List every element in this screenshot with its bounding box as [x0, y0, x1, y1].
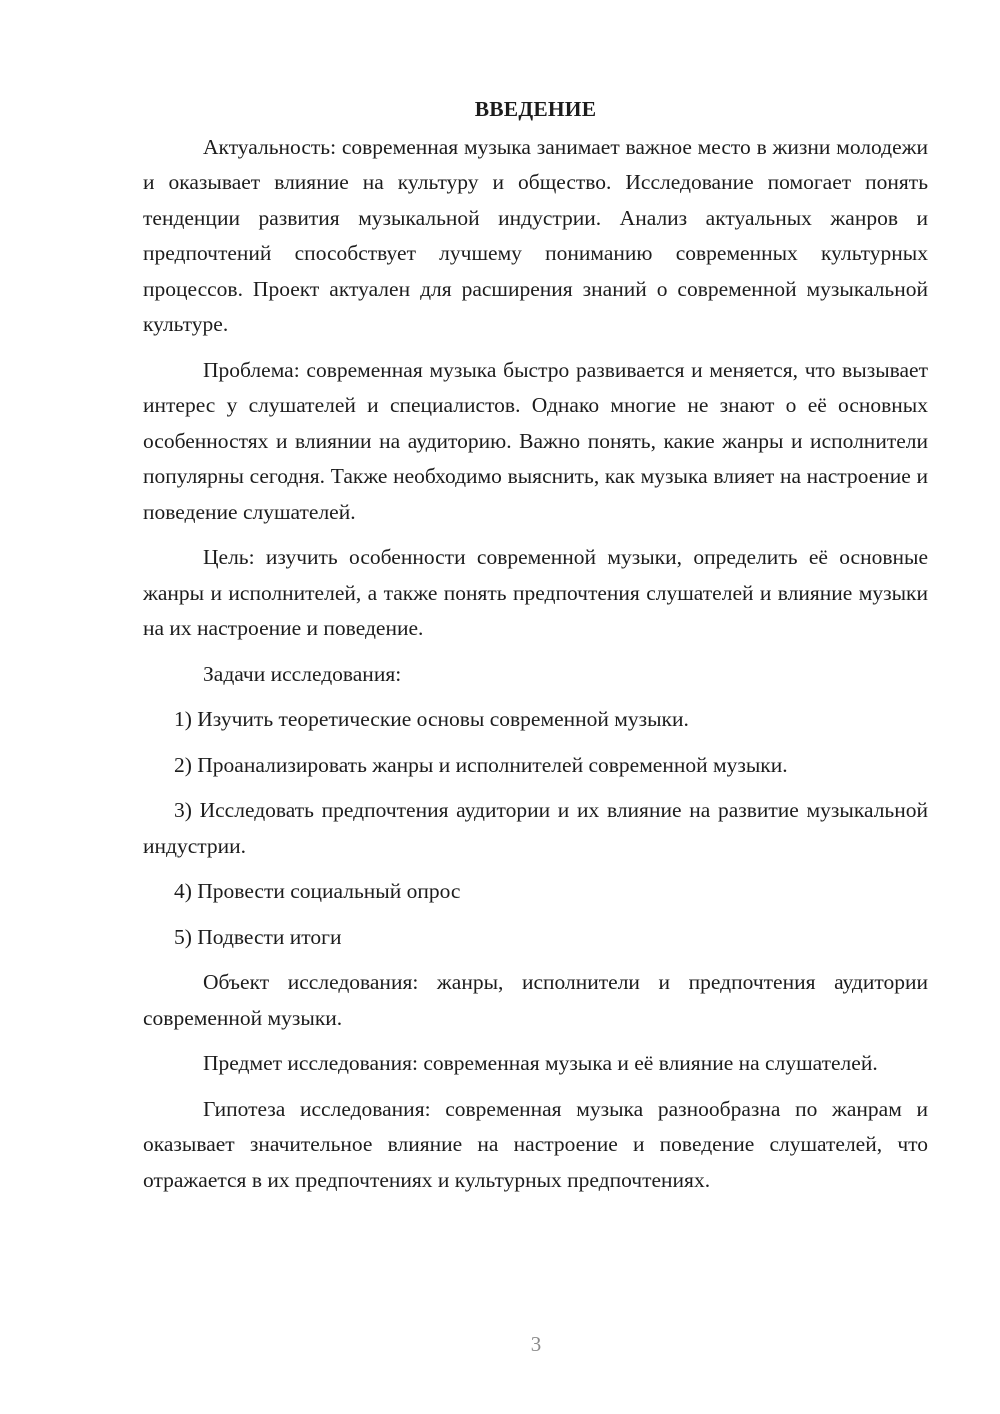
problem-paragraph: Проблема: современная музыка быстро развивается и меняется, что вызывает интерес у слушателей и специалистов. Однако многие не знают о её основных особенностях и влиянии на аудиторию. Важно понять, какие жанры и исполнители популярны сегодня. Также необходимо выяснить, как музыка влияет на настроение и поведение слушателей. — [143, 357, 928, 524]
task-item-2: 2) Проанализировать жанры и исполнителей современной музыки. — [174, 752, 788, 777]
relevance-paragraph: Актуальность: современная музыка занимает важное место в жизни молодежи и оказывает влияние на культуру и общество. Исследование помогает понять тенденции развития музыкальной индустрии. Анализ актуальных жанров и предпочтений способствует лучшему пониманию современных культурных процессов. Проект актуален для расширения знаний о современной музыкальной культуре. — [143, 134, 928, 336]
task-item-5: 5) Подвести итоги — [174, 924, 342, 949]
object-paragraph: Объект исследования: жанры, исполнители и предпочтения аудитории современной музыки. — [143, 970, 928, 1030]
page-number: 3 — [530, 1332, 542, 1356]
subject-paragraph: Предмет исследования: современная музыка и её влияние на слушателей. — [203, 1051, 878, 1075]
tasks-heading: Задачи исследования: — [203, 661, 402, 686]
hypothesis-paragraph: Гипотеза исследования: современная музыка разнообразна по жанрам и оказывает значительное влияние на настроение и поведение слушателей, что отражается в их предпочтениях и культурных предпочтениях. — [143, 1096, 928, 1192]
section-heading: ВВЕДЕНИЕ — [474, 97, 597, 121]
task-item-3: 3) Исследовать предпочтения аудитории и их влияние на развитие музыкальной индустрии. — [143, 798, 928, 858]
page-content — [143, 92, 928, 1208]
task-item-4: 4) Провести социальный опрос — [174, 879, 461, 903]
task-item-1: 1) Изучить теоретические основы современной музыки. — [174, 707, 689, 731]
goal-paragraph: Цель: изучить особенности современной музыки, определить её основные жанры и исполнителей, а также понять предпочтения слушателей и влияние музыки на их настроение и поведение. — [143, 545, 928, 640]
